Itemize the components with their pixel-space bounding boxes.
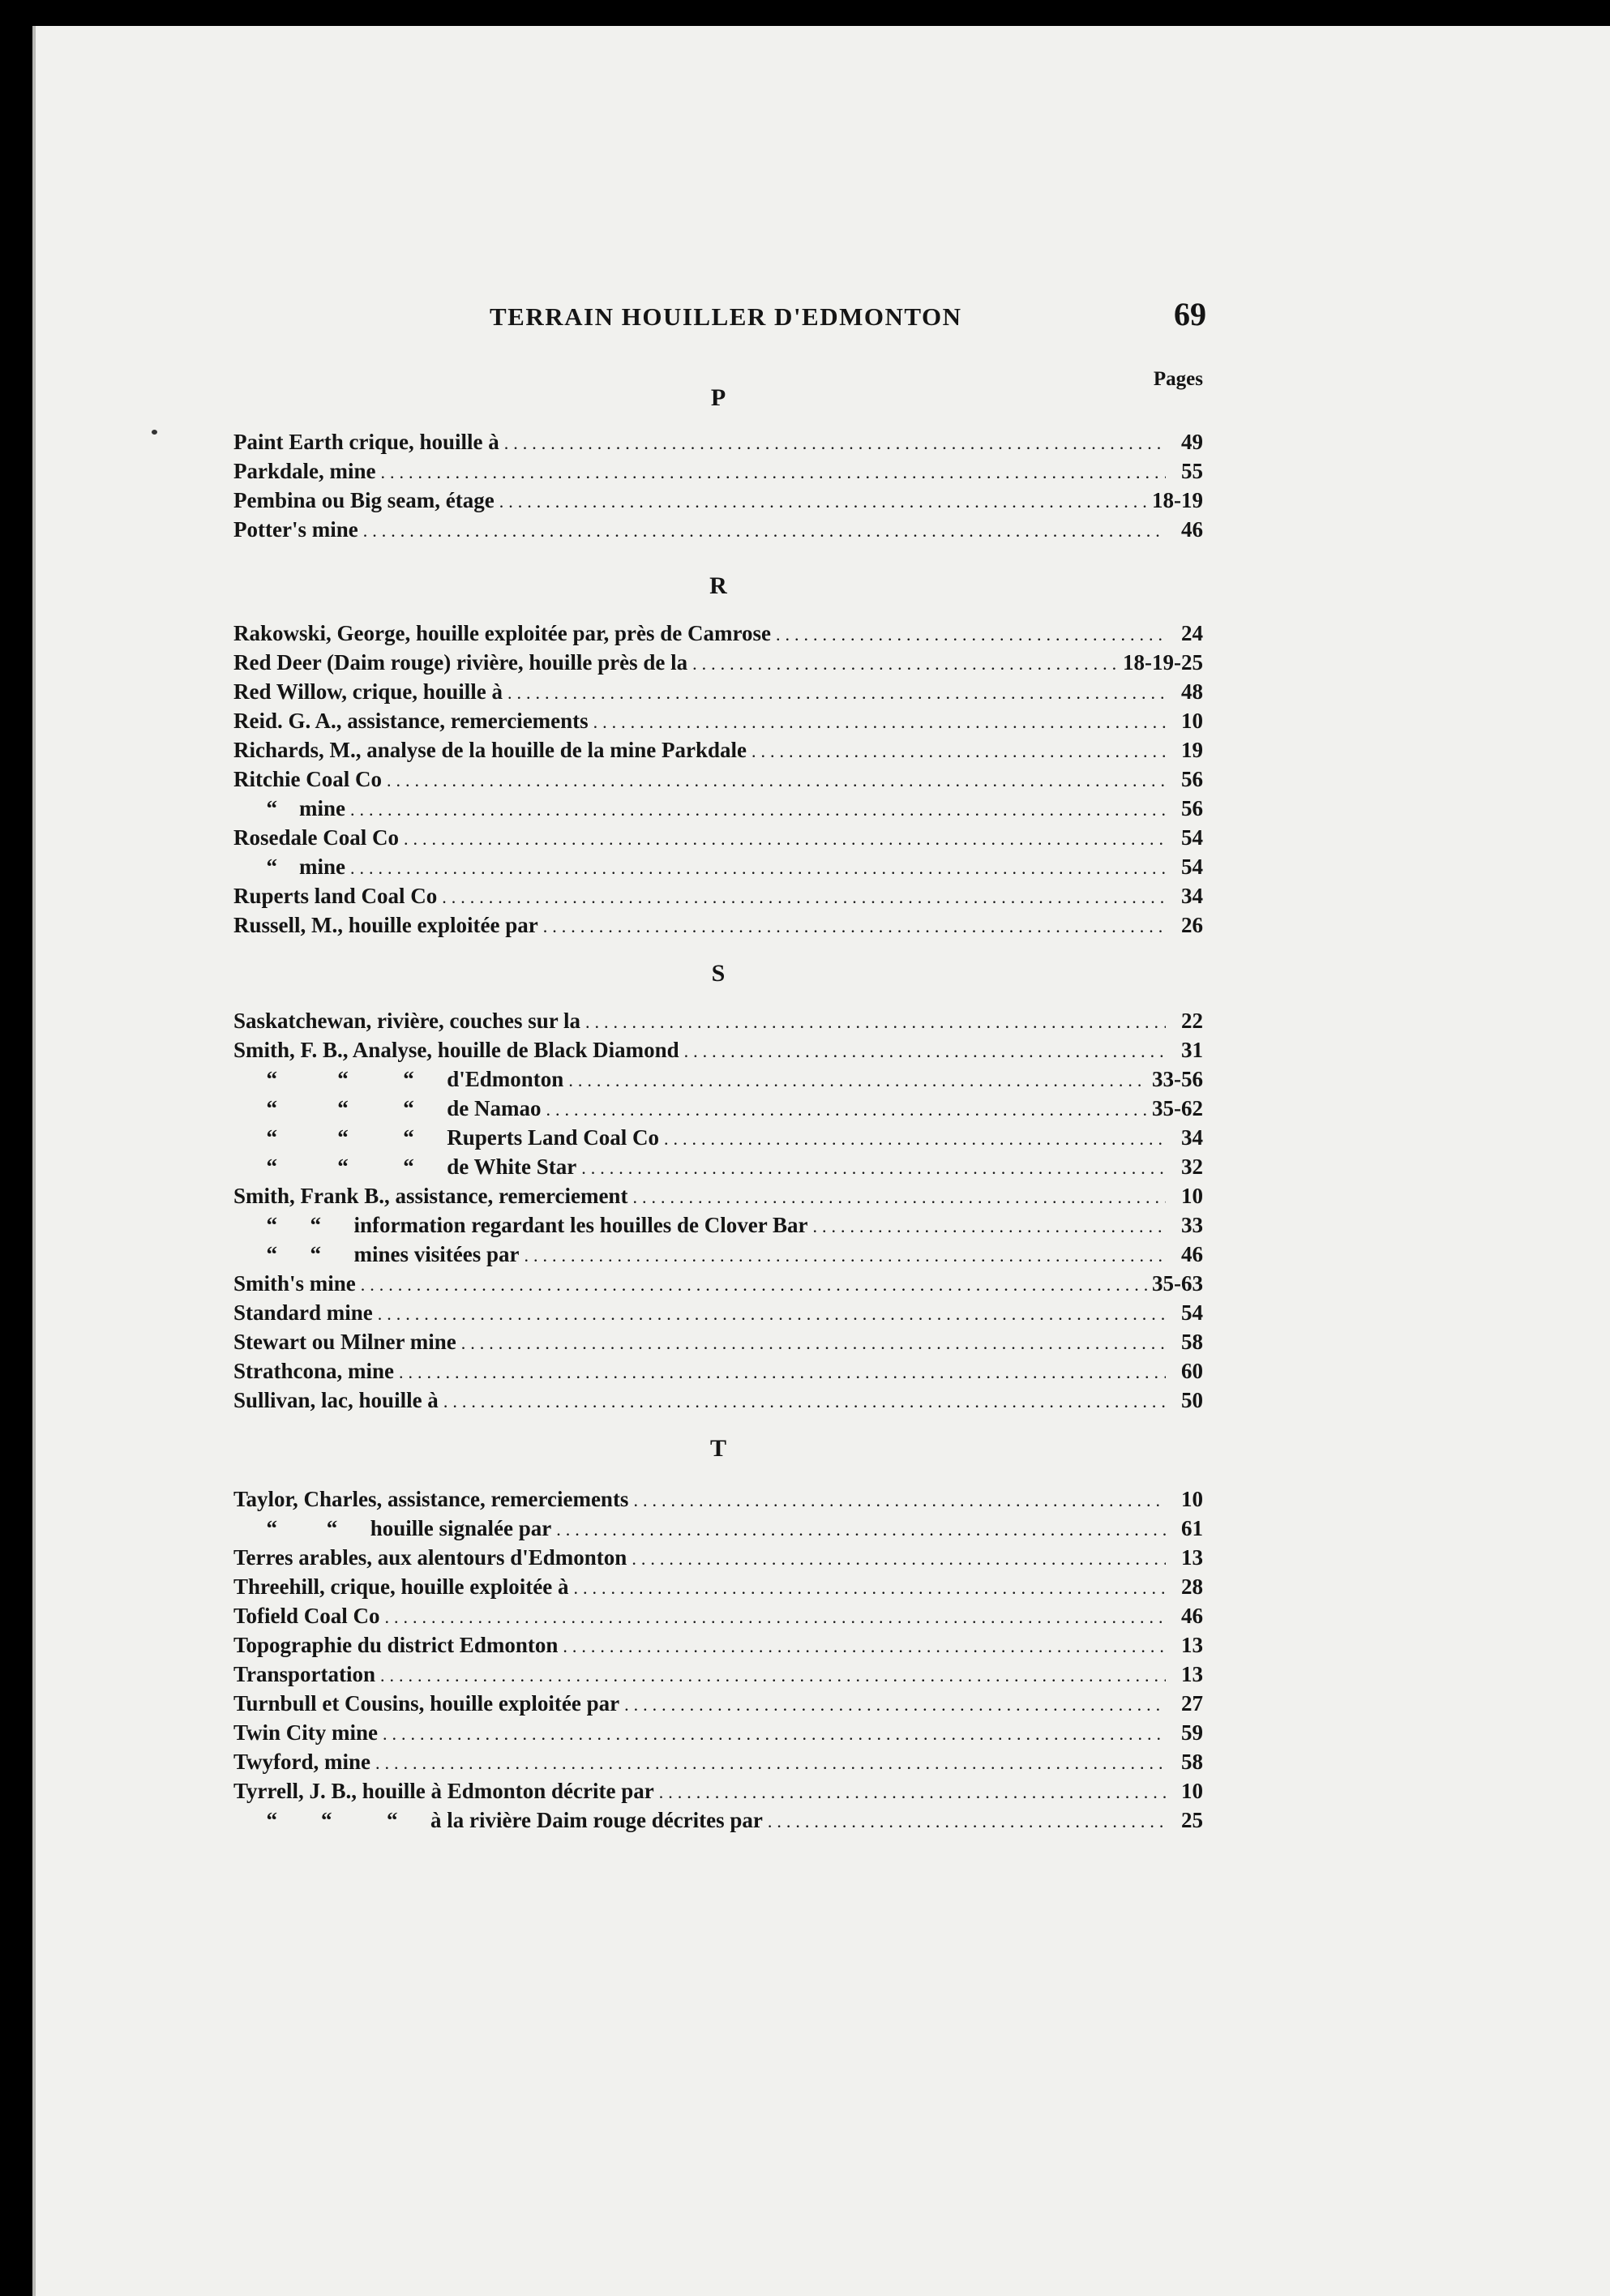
entry-label: Tofield Coal Co [233,1604,380,1628]
entry-page: 58 [1181,1330,1203,1354]
dot-leader [632,1549,1166,1570]
entry-page: 50 [1181,1388,1203,1412]
dot-leader [499,491,1147,512]
dot-leader [361,1274,1147,1296]
dot-leader [381,462,1167,483]
entry-label: Potter's mine [233,517,358,542]
dot-leader [624,1694,1166,1716]
dot-leader [504,433,1166,454]
entry-page: 58 [1181,1750,1203,1774]
index-entry [233,1009,1203,1038]
index-entry [233,1662,1203,1691]
index-entry [233,1271,1203,1300]
index-entry [233,709,1203,738]
entry-label: Russell, M., houille exploitée par [233,913,538,937]
entry-page: 33-56 [1152,1067,1203,1091]
index-entry [233,1330,1203,1359]
dot-leader [404,829,1166,850]
entry-page: 46 [1181,517,1203,542]
entry-label: Red Deer (Daim rouge) rivière, houille près de la [233,650,688,675]
entry-page: 49 [1181,430,1203,454]
index-entry [233,650,1203,679]
entry-label: Saskatchewan, rivière, couches sur la [233,1009,580,1033]
dot-leader [573,1578,1166,1599]
index-entry [233,1720,1203,1750]
entry-page: 24 [1181,621,1203,645]
entry-page: 32 [1181,1154,1203,1179]
dot-leader [593,712,1166,733]
entry-page: 26 [1181,913,1203,937]
index-entry [233,1574,1203,1604]
entry-page: 54 [1181,1300,1203,1325]
dot-leader [383,1724,1166,1745]
index-entry [233,1300,1203,1330]
dot-leader [633,1490,1166,1511]
index-entry [233,1808,1203,1837]
entry-page: 10 [1181,1779,1203,1803]
index-entry [233,825,1203,855]
index-entry [233,884,1203,913]
index-entry [233,1633,1203,1662]
entry-label: Rakowski, George, houille exploitée par, près de Camrose [233,621,771,645]
dot-leader [581,1158,1166,1179]
entry-page: 25 [1181,1808,1203,1832]
index-entry [233,1125,1203,1154]
entry-page: 54 [1181,825,1203,850]
entry-page: 22 [1181,1009,1203,1033]
entry-label: “ “ “ d'Edmonton [233,1067,564,1091]
index-entry [233,1604,1203,1633]
dot-leader [380,1665,1166,1686]
entry-label: Reid. G. A., assistance, remerciements [233,709,589,733]
entry-label: Richards, M., analyse de la houille de la mine Parkdale [233,738,747,762]
dot-leader [659,1782,1166,1803]
entry-page: 10 [1181,1184,1203,1208]
index-entry [233,1516,1203,1545]
entry-label: Pembina ou Big seam, étage [233,488,495,512]
section-letter-p: P [710,384,726,411]
entry-page: 60 [1181,1359,1203,1383]
dot-leader [632,1187,1166,1208]
entry-page: 48 [1181,679,1203,704]
entry-page: 10 [1181,709,1203,733]
index-entry [233,1750,1203,1779]
index-entry [233,459,1203,488]
entry-label: Sullivan, lac, houille à [233,1388,439,1412]
entry-page: 59 [1181,1720,1203,1745]
entry-label: “ “ information regardant les houilles de Clover Bar [233,1213,808,1237]
entry-page: 19 [1181,738,1203,762]
entry-label: “ “ “ de White Star [233,1154,577,1179]
entry-page: 13 [1181,1545,1203,1570]
section-letter-s: S [711,960,726,987]
dot-leader [399,1362,1166,1383]
index-entry [233,1691,1203,1720]
entry-label: Terres arables, aux alentours d'Edmonton [233,1545,627,1570]
entry-page: 33 [1181,1213,1203,1237]
dot-leader [350,858,1166,879]
entry-page: 13 [1181,1633,1203,1657]
index-entry [233,1096,1203,1125]
index-entry [233,1545,1203,1574]
index-entry [233,430,1203,459]
index-entry [233,1779,1203,1808]
dot-leader [442,887,1166,908]
entry-label: Strathcona, mine [233,1359,394,1383]
index-entry [233,517,1203,546]
dot-leader [350,799,1166,820]
entry-page: 18-19 [1152,488,1203,512]
index-entry [233,855,1203,884]
entry-label: “ “ “ Ruperts Land Coal Co [233,1125,660,1150]
dot-leader [556,1519,1166,1540]
entry-page: 34 [1181,1125,1203,1150]
index-entry [233,1359,1203,1388]
dot-leader [543,916,1166,937]
index-entry [233,796,1203,825]
dot-leader [461,1333,1166,1354]
entry-label: Smith, F. B., Analyse, houille de Black Diamond [233,1038,679,1062]
dot-leader [443,1391,1166,1412]
index-entry [233,1154,1203,1184]
dot-leader [768,1811,1166,1832]
entry-page: 61 [1181,1516,1203,1540]
entry-label: “ “ “ à la rivière Daim rouge décrites par [233,1808,763,1832]
dot-leader [684,1041,1166,1062]
index-entry [233,1213,1203,1242]
entry-label: Smith, Frank B., assistance, remerciement [233,1184,628,1208]
entry-label: Parkdale, mine [233,459,376,483]
entry-label: Turnbull et Cousins, houille exploitée par [233,1691,620,1716]
index-entry [233,1242,1203,1271]
entry-page: 54 [1181,855,1203,879]
section-letter-r: R [709,572,727,599]
entry-label: Twyford, mine [233,1750,370,1774]
section-letter-t: T [709,1435,726,1462]
dot-leader [507,683,1166,704]
entry-page: 31 [1181,1038,1203,1062]
entry-page: 10 [1181,1487,1203,1511]
entry-page: 46 [1181,1242,1203,1266]
entry-label: Paint Earth crique, houille à [233,430,499,454]
entry-label: Smith's mine [233,1271,356,1296]
entry-label: Taylor, Charles, assistance, remerciements [233,1487,629,1511]
pages-column-label: Pages [1153,368,1203,390]
entry-label: Standard mine [233,1300,373,1325]
index-entry [233,679,1203,709]
running-head-title: TERRAIN HOUILLER D'EDMONTON [490,302,962,331]
entry-page: 18-19-25 [1123,650,1203,675]
dot-leader [776,624,1166,645]
entry-page: 35-62 [1152,1096,1203,1120]
entry-page: 28 [1181,1574,1203,1599]
dot-leader [524,1245,1166,1266]
entry-label: Twin City mine [233,1720,379,1745]
dot-leader [812,1216,1166,1237]
entry-label: “ mine [233,796,345,820]
index-entry [233,1067,1203,1096]
index-entry [233,1038,1203,1067]
dot-leader [387,770,1166,791]
dot-leader [385,1607,1166,1628]
index-entry [233,1487,1203,1516]
entry-page: 56 [1181,796,1203,820]
dot-leader [568,1070,1147,1091]
entry-label: Stewart ou Milner mine [233,1330,456,1354]
entry-label: Tyrrell, J. B., houille à Edmonton décrite par [233,1779,654,1803]
dot-leader [585,1012,1166,1033]
index-entry [233,1388,1203,1417]
entry-label: Red Willow, crique, houille à [233,679,503,704]
entry-label: Topographie du district Edmonton [233,1633,559,1657]
entry-page: 13 [1181,1662,1203,1686]
entry-label: Rosedale Coal Co [233,825,399,850]
entry-page: 56 [1181,767,1203,791]
entry-label: Ruperts land Coal Co [233,884,438,908]
entry-label: “ “ mines visitées par [233,1242,520,1266]
dot-leader [664,1129,1166,1150]
index-entry [233,621,1203,650]
index-entry [233,1184,1203,1213]
entry-page: 55 [1181,459,1203,483]
page-left-edge [32,26,36,2296]
entry-label: “ “ “ de Namao [233,1096,542,1120]
dot-leader [546,1099,1148,1120]
entry-label: Threehill, crique, houille exploitée à [233,1574,569,1599]
entry-page: 34 [1181,884,1203,908]
ink-speck [152,430,157,435]
page-number: 69 [1174,296,1206,332]
dot-leader [378,1304,1166,1325]
dot-leader [692,653,1118,675]
entry-label: Ritchie Coal Co [233,767,382,791]
index-entry [233,913,1203,942]
entry-page: 27 [1181,1691,1203,1716]
dot-leader [363,520,1166,542]
dot-leader [563,1636,1166,1657]
entry-page: 46 [1181,1604,1203,1628]
entry-label: “ “ houille signalée par [233,1516,552,1540]
entry-label: Transportation [233,1662,376,1686]
entry-page: 35-63 [1152,1271,1203,1296]
entry-label: “ mine [233,855,345,879]
index-entry [233,767,1203,796]
index-entry [233,488,1203,517]
dot-leader [751,741,1166,762]
index-entry [233,738,1203,767]
dot-leader [375,1753,1166,1774]
